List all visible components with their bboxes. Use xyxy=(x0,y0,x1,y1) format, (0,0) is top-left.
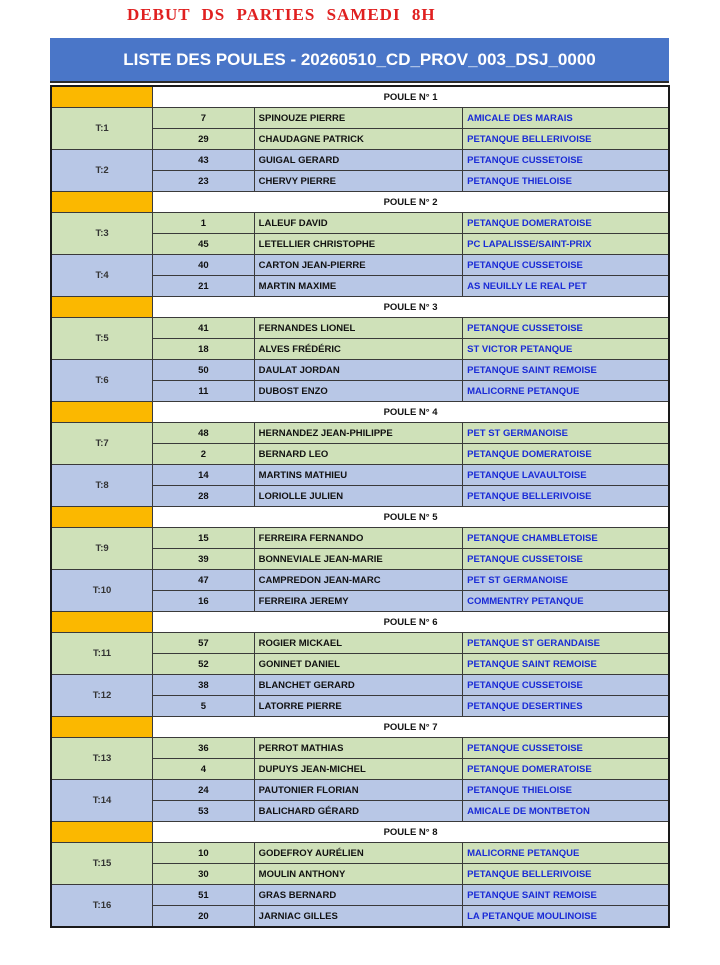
club-name: PETANQUE BELLERIVOISE xyxy=(463,486,669,507)
club-name: PETANQUE DOMERATOISE xyxy=(463,213,669,234)
poule-header-row xyxy=(51,822,669,843)
poule-marker xyxy=(51,297,153,318)
player-number: 36 xyxy=(153,738,255,759)
player-number: 28 xyxy=(153,486,255,507)
poule-header-row xyxy=(51,192,669,213)
player-number: 16 xyxy=(153,591,255,612)
club-name: MALICORNE PETANQUE xyxy=(463,843,669,864)
club-name: MALICORNE PETANQUE xyxy=(463,381,669,402)
club-name: PETANQUE CUSSETOISE xyxy=(463,675,669,696)
player-number: 24 xyxy=(153,780,255,801)
club-name: PETANQUE LAVAULTOISE xyxy=(463,465,669,486)
player-name: GODEFROY AURÉLIEN xyxy=(254,843,462,864)
poule-title: POULE N° 4 xyxy=(153,402,669,423)
player-number: 47 xyxy=(153,570,255,591)
club-name: PETANQUE CHAMBLETOISE xyxy=(463,528,669,549)
table-label: T:6 xyxy=(51,360,153,402)
player-name: BERNARD LEO xyxy=(254,444,462,465)
poule-header-row xyxy=(51,86,669,108)
player-number: 1 xyxy=(153,213,255,234)
player-row xyxy=(51,360,669,381)
club-name: PETANQUE BELLERIVOISE xyxy=(463,864,669,885)
player-number: 29 xyxy=(153,129,255,150)
player-number: 38 xyxy=(153,675,255,696)
poule-title: POULE N° 8 xyxy=(153,822,669,843)
player-number: 14 xyxy=(153,465,255,486)
club-name: PETANQUE SAINT REMOISE xyxy=(463,885,669,906)
poule-header-row xyxy=(51,507,669,528)
poule-marker xyxy=(51,402,153,423)
club-name: PETANQUE DOMERATOISE xyxy=(463,444,669,465)
player-row xyxy=(51,255,669,276)
club-name: PC LAPALISSE/SAINT-PRIX xyxy=(463,234,669,255)
poule-marker xyxy=(51,822,153,843)
player-number: 45 xyxy=(153,234,255,255)
player-number: 40 xyxy=(153,255,255,276)
club-name: PETANQUE DOMERATOISE xyxy=(463,759,669,780)
list-banner xyxy=(50,38,669,83)
player-number: 10 xyxy=(153,843,255,864)
player-number: 39 xyxy=(153,549,255,570)
player-name: LATORRE PIERRE xyxy=(254,696,462,717)
player-number: 41 xyxy=(153,318,255,339)
player-number: 48 xyxy=(153,423,255,444)
poules-table-body xyxy=(51,86,669,927)
player-name: ROGIER MICKAEL xyxy=(254,633,462,654)
poules-table xyxy=(50,85,670,928)
player-name: GONINET DANIEL xyxy=(254,654,462,675)
poule-title: POULE N° 1 xyxy=(153,86,669,108)
player-name: PERROT MATHIAS xyxy=(254,738,462,759)
player-name: LALEUF DAVID xyxy=(254,213,462,234)
player-name: GUIGAL GERARD xyxy=(254,150,462,171)
player-name: LORIOLLE JULIEN xyxy=(254,486,462,507)
poule-marker xyxy=(51,612,153,633)
player-row xyxy=(51,150,669,171)
club-name: AMICALE DES MARAIS xyxy=(463,108,669,129)
club-name: PETANQUE SAINT REMOISE xyxy=(463,360,669,381)
table-label: T:14 xyxy=(51,780,153,822)
table-label: T:1 xyxy=(51,108,153,150)
player-name: BLANCHET GERARD xyxy=(254,675,462,696)
page-header: DEBUT DS PARTIES SAMEDI 8H xyxy=(127,5,436,24)
player-name: SPINOUZE PIERRE xyxy=(254,108,462,129)
player-name: MOULIN ANTHONY xyxy=(254,864,462,885)
poule-title: POULE N° 7 xyxy=(153,717,669,738)
poule-header-row xyxy=(51,297,669,318)
player-name: GRAS BERNARD xyxy=(254,885,462,906)
player-name: CAMPREDON JEAN-MARC xyxy=(254,570,462,591)
table-label: T:13 xyxy=(51,738,153,780)
player-number: 23 xyxy=(153,171,255,192)
banner-title: LISTE DES POULES - 20260510_CD_PROV_003_DSJ_0000 xyxy=(123,49,596,69)
poule-marker xyxy=(51,86,153,108)
player-row xyxy=(51,843,669,864)
player-number: 18 xyxy=(153,339,255,360)
club-name: PETANQUE CUSSETOISE xyxy=(463,255,669,276)
poule-header-row xyxy=(51,402,669,423)
player-row xyxy=(51,465,669,486)
player-row xyxy=(51,633,669,654)
player-row xyxy=(51,318,669,339)
club-name: PETANQUE ST GERANDAISE xyxy=(463,633,669,654)
player-row xyxy=(51,885,669,906)
player-row xyxy=(51,423,669,444)
poule-header-row xyxy=(51,612,669,633)
club-name: COMMENTRY PETANQUE xyxy=(463,591,669,612)
table-label: T:7 xyxy=(51,423,153,465)
player-number: 43 xyxy=(153,150,255,171)
player-name: CHERVY PIERRE xyxy=(254,171,462,192)
club-name: PETANQUE DESERTINES xyxy=(463,696,669,717)
poule-marker xyxy=(51,192,153,213)
player-number: 53 xyxy=(153,801,255,822)
player-number: 2 xyxy=(153,444,255,465)
table-label: T:11 xyxy=(51,633,153,675)
poule-title: POULE N° 5 xyxy=(153,507,669,528)
player-name: ALVES FRÉDÉRIC xyxy=(254,339,462,360)
club-name: PETANQUE THIELOISE xyxy=(463,171,669,192)
player-number: 50 xyxy=(153,360,255,381)
poule-marker xyxy=(51,717,153,738)
club-name: PET ST GERMANOISE xyxy=(463,570,669,591)
club-name: AMICALE DE MONTBETON xyxy=(463,801,669,822)
player-number: 11 xyxy=(153,381,255,402)
player-row xyxy=(51,108,669,129)
player-name: BALICHARD GÉRARD xyxy=(254,801,462,822)
player-name: BONNEVIALE JEAN-MARIE xyxy=(254,549,462,570)
club-name: PETANQUE CUSSETOISE xyxy=(463,549,669,570)
player-row xyxy=(51,675,669,696)
poule-header-row xyxy=(51,717,669,738)
player-row xyxy=(51,738,669,759)
player-number: 52 xyxy=(153,654,255,675)
player-number: 20 xyxy=(153,906,255,928)
table-label: T:16 xyxy=(51,885,153,928)
table-label: T:5 xyxy=(51,318,153,360)
player-name: LETELLIER CHRISTOPHE xyxy=(254,234,462,255)
player-number: 5 xyxy=(153,696,255,717)
club-name: PETANQUE CUSSETOISE xyxy=(463,738,669,759)
player-number: 7 xyxy=(153,108,255,129)
club-name: PETANQUE SAINT REMOISE xyxy=(463,654,669,675)
player-name: CARTON JEAN-PIERRE xyxy=(254,255,462,276)
player-row xyxy=(51,528,669,549)
table-label: T:3 xyxy=(51,213,153,255)
poule-title: POULE N° 2 xyxy=(153,192,669,213)
player-name: FERREIRA FERNANDO xyxy=(254,528,462,549)
table-label: T:9 xyxy=(51,528,153,570)
club-name: PETANQUE CUSSETOISE xyxy=(463,318,669,339)
player-name: CHAUDAGNE PATRICK xyxy=(254,129,462,150)
table-label: T:2 xyxy=(51,150,153,192)
player-number: 30 xyxy=(153,864,255,885)
player-name: JARNIAC GILLES xyxy=(254,906,462,928)
player-name: MARTIN MAXIME xyxy=(254,276,462,297)
table-label: T:15 xyxy=(51,843,153,885)
player-row xyxy=(51,780,669,801)
club-name: PETANQUE BELLERIVOISE xyxy=(463,129,669,150)
club-name: ST VICTOR PETANQUE xyxy=(463,339,669,360)
player-name: MARTINS MATHIEU xyxy=(254,465,462,486)
club-name: PETANQUE CUSSETOISE xyxy=(463,150,669,171)
table-label: T:8 xyxy=(51,465,153,507)
club-name: PETANQUE THIELOISE xyxy=(463,780,669,801)
player-name: DAULAT JORDAN xyxy=(254,360,462,381)
table-label: T:4 xyxy=(51,255,153,297)
poule-title: POULE N° 6 xyxy=(153,612,669,633)
club-name: AS NEUILLY LE REAL PET xyxy=(463,276,669,297)
poule-title: POULE N° 3 xyxy=(153,297,669,318)
player-number: 15 xyxy=(153,528,255,549)
table-label: T:10 xyxy=(51,570,153,612)
player-number: 51 xyxy=(153,885,255,906)
player-name: HERNANDEZ JEAN-PHILIPPE xyxy=(254,423,462,444)
club-name: PET ST GERMANOISE xyxy=(463,423,669,444)
player-row xyxy=(51,570,669,591)
player-number: 21 xyxy=(153,276,255,297)
club-name: LA PETANQUE MOULINOISE xyxy=(463,906,669,928)
poule-marker xyxy=(51,507,153,528)
player-name: DUBOST ENZO xyxy=(254,381,462,402)
player-name: FERREIRA JEREMY xyxy=(254,591,462,612)
player-row xyxy=(51,213,669,234)
table-label: T:12 xyxy=(51,675,153,717)
player-number: 57 xyxy=(153,633,255,654)
player-number: 4 xyxy=(153,759,255,780)
player-name: PAUTONIER FLORIAN xyxy=(254,780,462,801)
player-name: DUPUYS JEAN-MICHEL xyxy=(254,759,462,780)
player-name: FERNANDES LIONEL xyxy=(254,318,462,339)
